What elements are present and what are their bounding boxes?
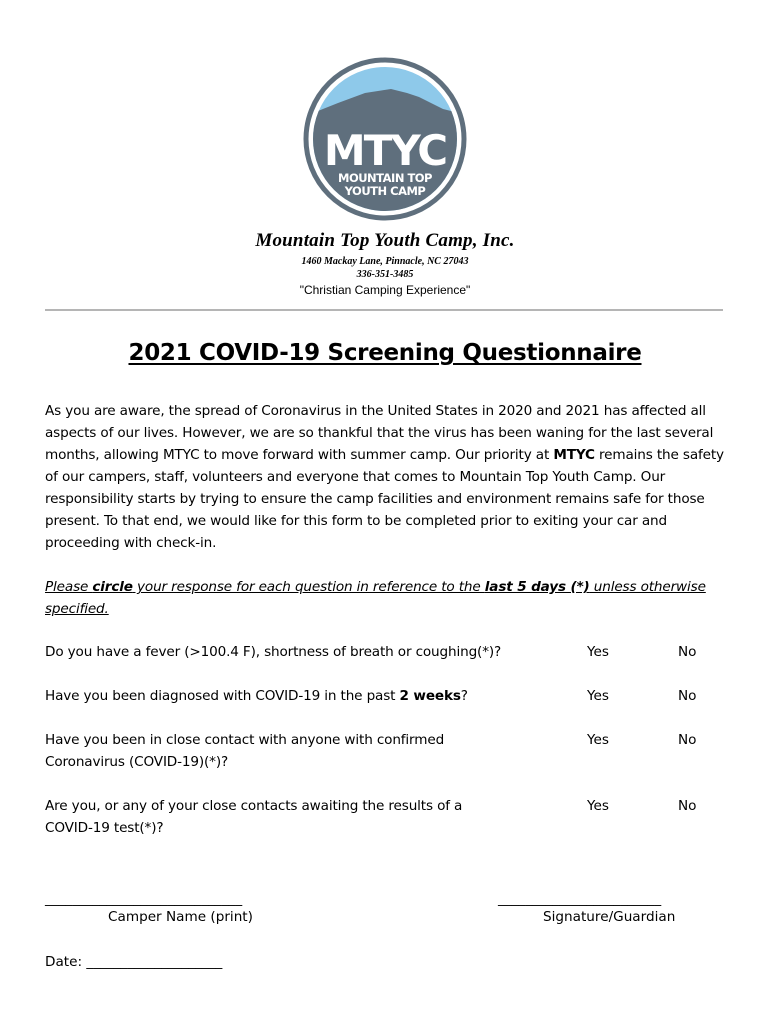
question-4-yes[interactable]: Yes — [587, 798, 609, 814]
question-1-no[interactable]: No — [678, 644, 697, 660]
question-3-no[interactable]: No — [678, 732, 697, 748]
date-line[interactable]: ____________________ — [86, 954, 223, 970]
instruction-b1: circle — [92, 579, 133, 595]
question-2-no[interactable]: No — [678, 688, 697, 704]
intro-text-2: remains the safety of our campers, staff, volunteers and everyone that comes to Mountain Top Youth Camp. Our responsibility starts by trying to ensure the camp facilities and environment remains safe for those present. To that end, we would like for this form to be completed prior to exiting your car and proceeding with check-in. — [45, 447, 724, 551]
camper-name-label: Camper Name (print) — [108, 909, 253, 925]
question-3-line2: Coronavirus (COVID-19)(*)? — [45, 754, 229, 770]
question-2-text: Have you been diagnosed with COVID-19 in the past — [45, 688, 400, 704]
document-title: 2021 COVID-19 Screening Questionnaire — [128, 340, 642, 366]
instruction-p2: your response for each question in reference to the — [132, 579, 485, 595]
instruction-p3: unless otherwise specified. — [45, 579, 706, 617]
logo-line2: YOUTH CAMP — [344, 184, 426, 198]
question-3 — [45, 729, 515, 773]
question-4-no[interactable]: No — [678, 798, 697, 814]
organization-name: Mountain Top Youth Camp, Inc. — [255, 230, 515, 251]
question-4-line2: COVID-19 test(*)? — [45, 820, 164, 836]
question-4-line1: Are you, or any of your close contacts awaiting the results of a — [45, 798, 463, 814]
instruction-text — [45, 576, 725, 620]
signature-label: Signature/Guardian — [543, 909, 676, 925]
question-2-end: ? — [460, 688, 468, 704]
logo-letters: MTYC — [323, 126, 447, 175]
date-field — [45, 951, 222, 973]
date-label: Date: — [45, 954, 83, 970]
question-4 — [45, 795, 515, 839]
signature-line[interactable]: ________________________ — [498, 891, 662, 907]
question-1: Do you have a fever (>100.4 F), shortness of breath or coughing(*)? — [45, 644, 502, 660]
intro-paragraph — [45, 400, 725, 554]
question-1-yes[interactable]: Yes — [587, 644, 609, 660]
question-2-yes[interactable]: Yes — [587, 688, 609, 704]
intro-text-1: As you are aware, the spread of Coronavirus in the United States in 2020 and 2021 has affected all aspects of our lives. However, we are so thankful that the virus has been waning for the last several months, allowing MTYC to move forward with summer camp. Our priority at — [45, 403, 714, 463]
logo-line1: MOUNTAIN TOP — [338, 171, 432, 185]
tagline: "Christian Camping Experience" — [299, 283, 471, 297]
question-2-bold: 2 weeks — [399, 688, 461, 704]
mtyc-logo-graphic — [303, 57, 467, 221]
intro-bold: MTYC — [553, 447, 595, 463]
question-3-yes[interactable]: Yes — [587, 732, 609, 748]
question-2 — [45, 685, 515, 707]
organization-address: 1460 Mackay Lane, Pinnacle, NC 27043 — [301, 256, 469, 267]
camper-name-line[interactable]: _____________________________ — [45, 891, 243, 907]
header-divider — [45, 309, 723, 311]
instruction-b2: last 5 days (*) — [484, 579, 590, 595]
question-3-line1: Have you been in close contact with anyone with confirmed — [45, 732, 445, 748]
organization-phone: 336-351-3485 — [356, 269, 414, 280]
instruction-p1: Please — [45, 579, 93, 595]
mtyc-logo — [303, 57, 467, 221]
